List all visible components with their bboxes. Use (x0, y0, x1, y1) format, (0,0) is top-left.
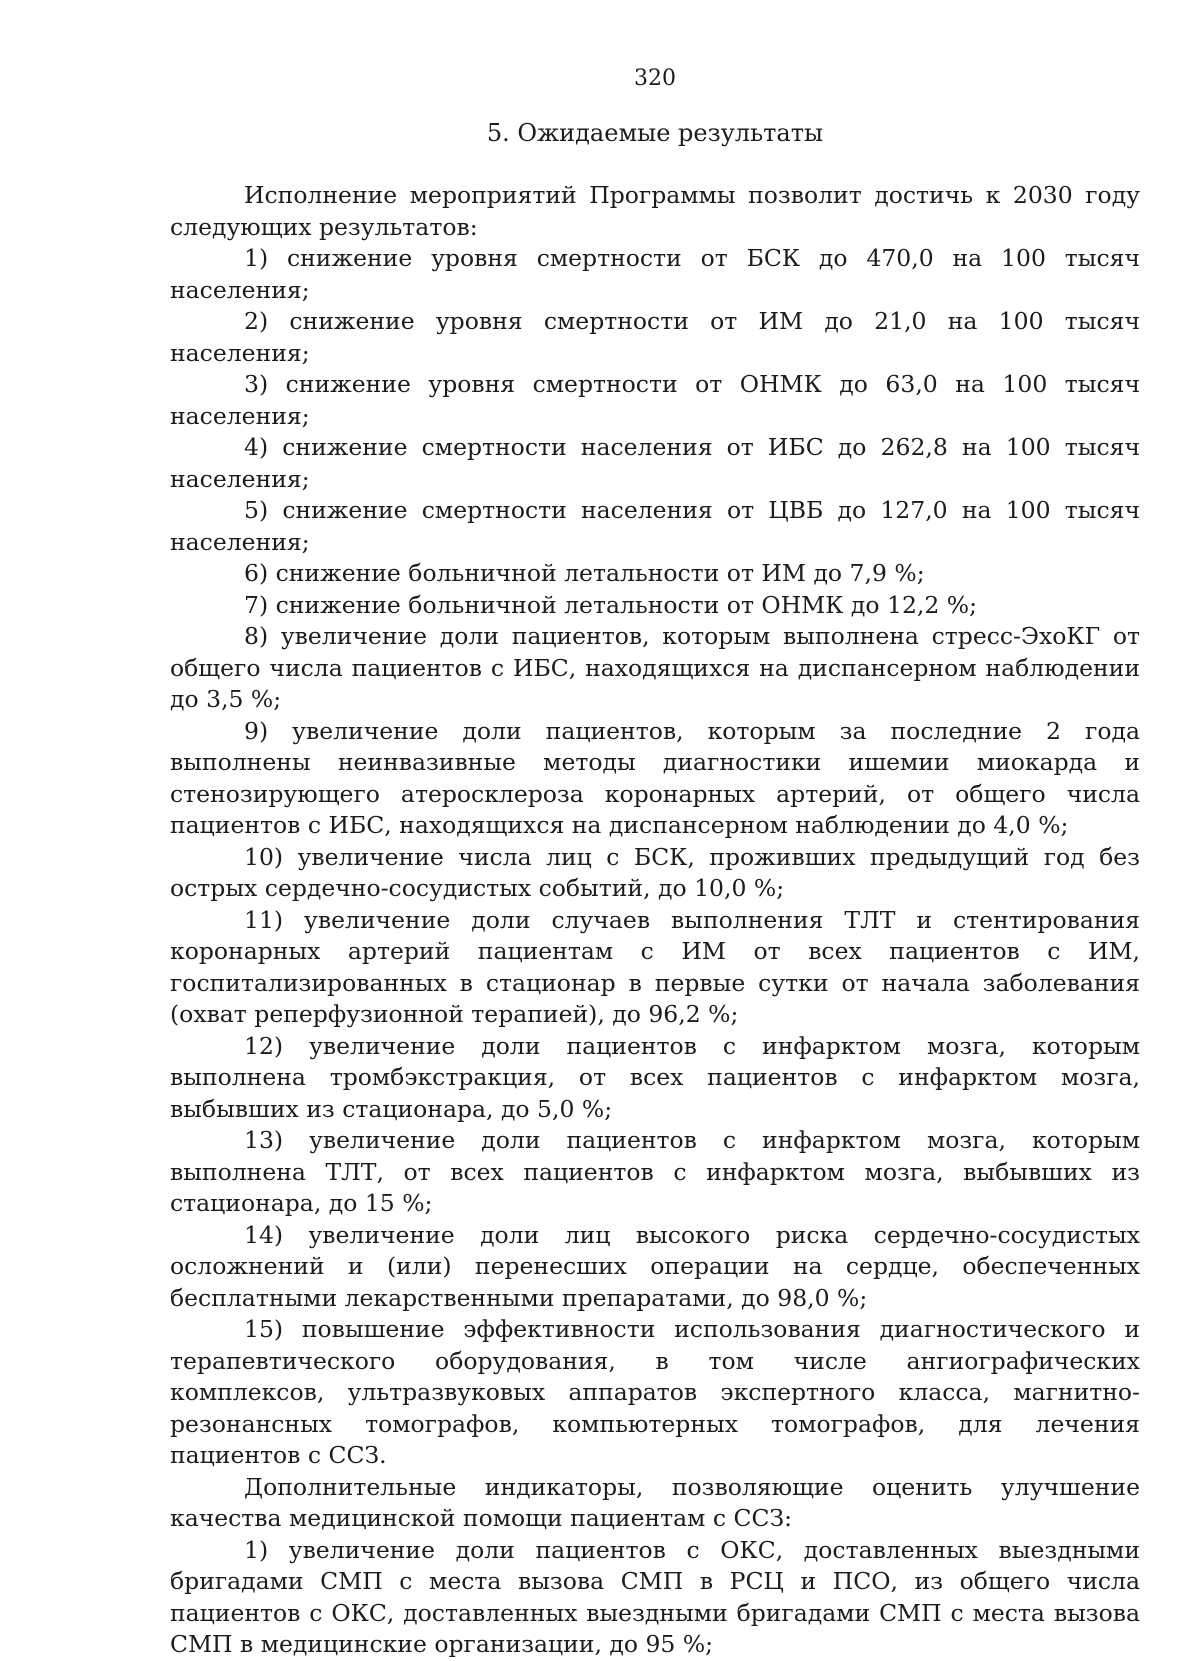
result-item-4: 4) снижение смертности населения от ИБС до 262,8 на 100 тысяч населения; (170, 433, 1140, 493)
additional-indicators-intro: Дополнительные индикаторы, позволяющие оценить улучшение качества медицинской помощи пациентам с ССЗ: (170, 1472, 1140, 1532)
result-item-13: 13) увеличение доли пациентов с инфарктом мозга, которым выполнена ТЛТ, от всех пациентов с инфарктом мозга, выбывших из стационара, до 15 %; (170, 1126, 1140, 1217)
result-item-11: 11) увеличение доли случаев выполнения ТЛТ и стентирования коронарных артерий пациентам с ИМ от всех пациентов с ИМ, госпитализированных в стационар в первые сутки от начала заболевания (охват реперфузионной терапией), до 96,2 %; (170, 905, 1140, 1028)
intro-paragraph: Исполнение мероприятий Программы позволит достичь к 2030 году следующих результатов: (170, 181, 1140, 241)
result-item-1: 1) снижение уровня смертности от БСК до 470,0 на 100 тысяч населения; (170, 244, 1140, 304)
result-item-7: 7) снижение больничной летальности от ОНМК до 12,2 %; (244, 590, 978, 619)
page-number: 320 (634, 66, 676, 91)
result-item-2: 2) снижение уровня смертности от ИМ до 21,0 на 100 тысяч населения; (170, 307, 1140, 367)
result-item-6: 6) снижение больничной летальности от ИМ до 7,9 %; (244, 559, 925, 587)
result-item-9: 9) увеличение доли пациентов, которым за последние 2 года выполнены неинвазивные методы диагностики ишемии миокарда и стенозирующего атеросклероза коронарных артерий, от общего числа пациентов с ИБС, находящихся на диспансерном наблюдении до 4,0 %; (170, 716, 1140, 839)
section-title: 5. Ожидаемые результаты (486, 119, 824, 147)
result-item-10: 10) увеличение числа лиц с БСК, проживших предыдущий год без острых сердечно-сосудистых событий, до 10,0 %; (170, 842, 1140, 902)
result-item-15: 15) повышение эффективности использования диагностического и терапевтического оборудования, в том числе ангиографических комплексов, ультразвуковых аппаратов экспертного класса, магнитно-резонансных томографов, компьютерных томографов, для лечения пациентов с ССЗ. (170, 1315, 1140, 1469)
result-item-14: 14) увеличение доли лиц высокого риска сердечно-сосудистых осложнений и (или) перенесших операции на сердце, обеспеченных бесплатными лекарственными препаратами, до 98,0 %; (170, 1220, 1140, 1312)
document-body (170, 180, 1140, 1661)
additional-indicator-1: 1) увеличение доли пациентов с ОКС, доставленных выездными бригадами СМП с места вызова СМП в РСЦ и ПСО, из общего числа пациентов с ОКС, доставленных выездными бригадами СМП с места вызова СМП в медицинские организации, до 95 %; (170, 1535, 1140, 1658)
result-item-5: 5) снижение смертности населения от ЦВБ до 127,0 на 100 тысяч населения; (170, 496, 1140, 556)
result-item-3: 3) снижение уровня смертности от ОНМК до 63,0 на 100 тысяч населения; (170, 370, 1140, 430)
result-item-12: 12) увеличение доли пациентов с инфарктом мозга, которым выполнена тромбэкстракция, от всех пациентов с инфарктом мозга, выбывших из стационара, до 5,0 %; (170, 1031, 1140, 1123)
result-item-8: 8) увеличение доли пациентов, которым выполнена стресс-ЭхоКГ от общего числа пациентов с ИБС, находящихся на диспансерном наблюдении до 3,5 %; (170, 622, 1140, 713)
